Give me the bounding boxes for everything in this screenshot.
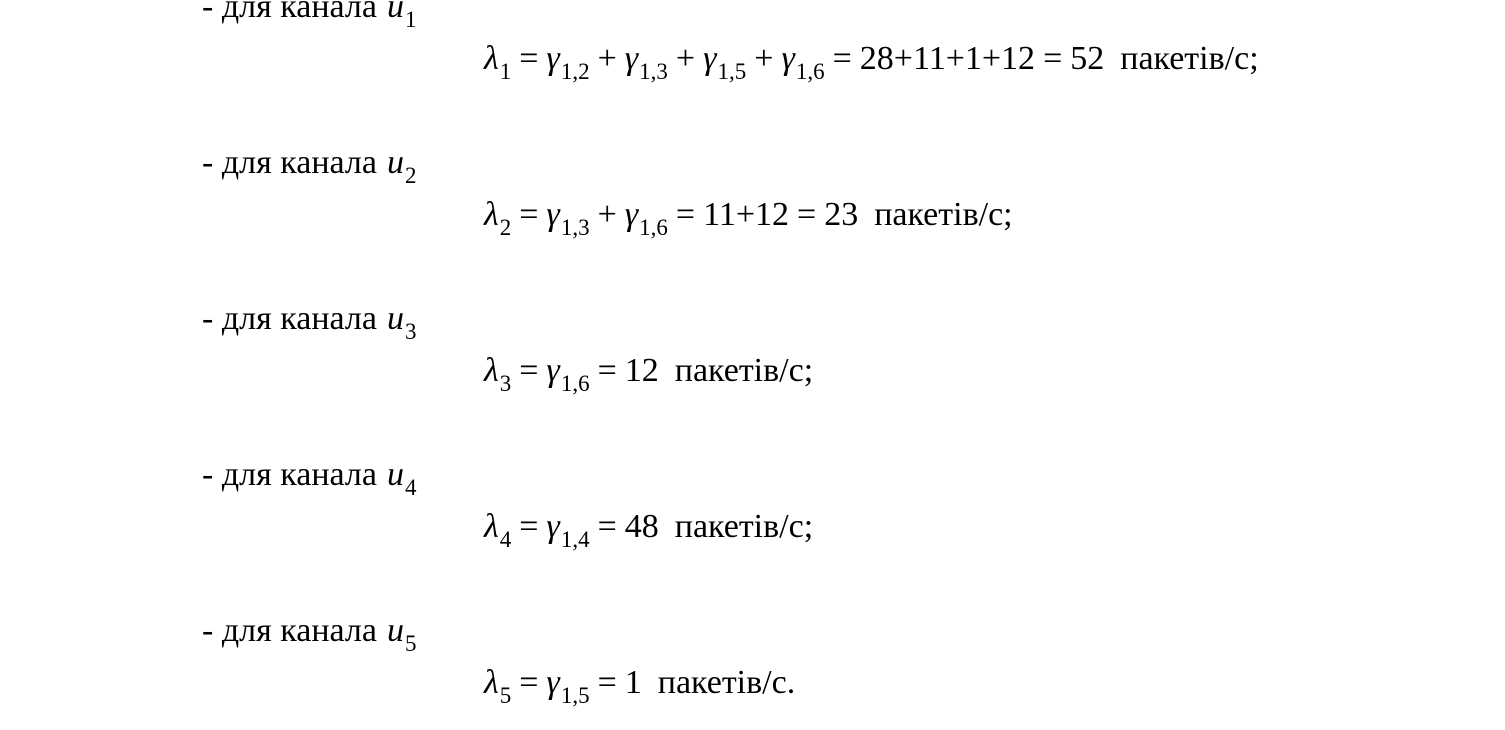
gamma-symbol: γ: [624, 40, 639, 77]
gamma-subscript: 1,5: [560, 683, 590, 708]
channel-label-3: [202, 300, 417, 344]
result-value: 12: [624, 352, 659, 389]
lambda-subscript: 5: [499, 683, 512, 708]
channel-label-text: - для канала: [202, 144, 377, 181]
channel-label-2: [202, 144, 417, 188]
result-value: 48: [624, 508, 659, 545]
channel-variable: u: [386, 300, 404, 337]
channel-variable: u: [386, 144, 404, 181]
gamma-subscript: 1,5: [717, 59, 747, 84]
channel-variable: u: [386, 456, 404, 493]
gamma-subscript: 1,6: [795, 59, 825, 84]
formula-4: $\lambda_4 = \gamma_{1,4} = 48$ пакетів/с;: [484, 508, 814, 552]
lambda-subscript: 2: [499, 215, 512, 240]
lambda-symbol: λ: [484, 196, 499, 233]
channel-label-4: [202, 456, 417, 500]
result-value: 1: [624, 664, 642, 701]
result-value: 52: [1070, 40, 1105, 77]
lambda-symbol: λ: [484, 352, 499, 389]
lambda-subscript: 1: [499, 59, 512, 84]
channel-subscript: 5: [404, 631, 417, 656]
gamma-subscript: 1,6: [560, 371, 590, 396]
channel-label-text: - для канала: [202, 0, 377, 25]
gamma-subscript: 1,6: [639, 215, 668, 240]
unit-label: пакетів/с;: [674, 508, 814, 545]
result-value: 23: [824, 196, 859, 233]
unit-label: пакетів/с;: [674, 352, 814, 389]
lambda-symbol: λ: [484, 40, 499, 77]
channel-label-text: - для канала: [202, 456, 377, 493]
unit-label: пакетів/с;: [874, 196, 1013, 233]
unit-label: пакетів/с.: [657, 664, 796, 701]
lambda-subscript: 4: [499, 527, 512, 552]
gamma-symbol: γ: [624, 196, 639, 233]
unit-label: пакетів/с;: [1120, 40, 1259, 77]
gamma-subscript: 1,2: [560, 59, 590, 84]
lambda-symbol: λ: [484, 508, 499, 545]
channel-variable: u: [386, 612, 404, 649]
channel-subscript: 1: [404, 7, 417, 32]
channel-subscript: 4: [404, 475, 417, 500]
formula-2: $\lambda_2 = \gamma_{1,3} + \gamma_{1,6} = 11+12 = 23$ пакетів/с;: [484, 196, 1013, 240]
gamma-symbol: γ: [546, 40, 560, 77]
lambda-subscript: 3: [499, 371, 512, 396]
channel-label-1: [202, 0, 417, 32]
expansion: 11+12: [703, 196, 790, 233]
gamma-symbol: γ: [546, 352, 560, 389]
formula-3: $\lambda_3 = \gamma_{1,6} = 12$ пакетів/с;: [484, 352, 814, 396]
gamma-symbol: γ: [703, 40, 717, 77]
formula-1: $\lambda_1 = \gamma_{1,2} + \gamma_{1,3} + \gamma_{1,5} + \gamma_{1,6} = 28+11+1+12 = 52$ пакетів/с;: [484, 40, 1259, 84]
gamma-subscript: 1,4: [560, 527, 590, 552]
channel-subscript: 2: [404, 163, 417, 188]
channel-label-5: [202, 612, 417, 656]
expansion: 28+11+1+12: [859, 40, 1036, 77]
lambda-symbol: λ: [484, 664, 499, 701]
channel-label-text: - для канала: [202, 300, 377, 337]
channel-label-text: - для канала: [202, 612, 377, 649]
gamma-symbol: γ: [546, 508, 560, 545]
formula-5: $\lambda_5 = \gamma_{1,5} = 1$ пакетів/с.: [484, 664, 796, 708]
gamma-subscript: 1,3: [639, 59, 668, 84]
channel-subscript: 3: [404, 319, 417, 344]
gamma-symbol: γ: [546, 196, 560, 233]
channel-variable: u: [386, 0, 404, 25]
gamma-symbol: γ: [546, 664, 560, 701]
gamma-symbol: γ: [781, 40, 795, 77]
gamma-subscript: 1,3: [560, 215, 590, 240]
